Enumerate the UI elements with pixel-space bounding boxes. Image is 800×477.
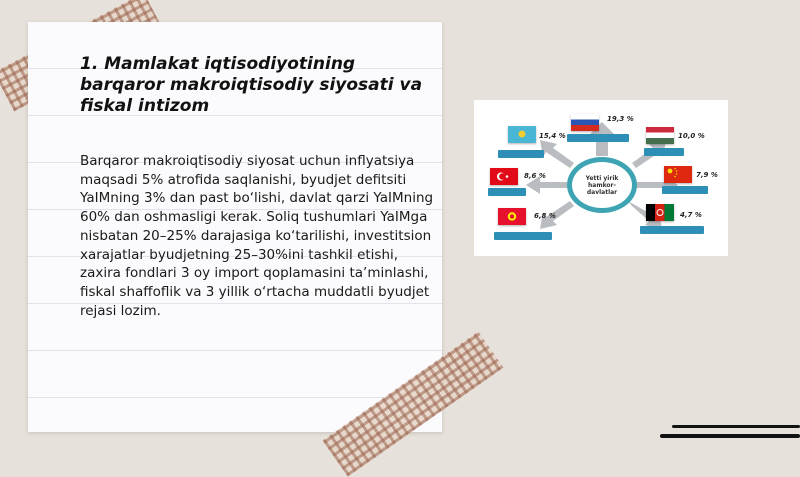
- hungary-flag-icon: [646, 127, 674, 144]
- partner-countries-infographic: [474, 100, 728, 256]
- label-bar-hungary: [644, 148, 684, 156]
- label-bar-kazakhstan: [498, 150, 544, 158]
- slide-title: 1. Mamlakat iqtisodiyotining barqaror makroiqtisodiy siyosati va fiskal intizom: [80, 54, 423, 116]
- label-bar-turkey: [488, 188, 526, 196]
- pct-hungary: 10,0 %: [678, 132, 705, 140]
- china-flag-icon: [664, 166, 692, 183]
- slide-body: Barqaror makroiqtisodiy siyosat uchun inflyatsiya maqsadi 5% atrofida saqlanishi, byudjet defitsiti YaIMning 3% dan past bo‘lishi, davlat qarzi YaIMning 60% dan oshmasligi kerak. Soliq tushumlari YaIMga nisbatan 20–25% darajasiga ko‘tarilishi, investitsion xarajatlar byudjetning 25–30%ini tashkil etishi, zaxira fondlari 3 oy import qoplamasini ta’minlashi, fiskal shaffoflik va 3 yillik o‘rtacha muddatli byudjet rejasi lozim.: [80, 153, 434, 319]
- label-bar-russia: [567, 134, 629, 142]
- kazakhstan-flag-icon: [508, 126, 536, 143]
- label-bar-china: [662, 186, 708, 194]
- pct-turkey: 8,6 %: [524, 172, 546, 180]
- decorative-line-upper: [672, 425, 800, 428]
- label-bar-afghanistan: [640, 226, 704, 234]
- pct-afghanistan: 4,7 %: [680, 211, 702, 219]
- pct-china: 7,9 %: [696, 171, 718, 179]
- pct-russia: 19,3 %: [607, 115, 634, 123]
- label-bar-kyrgyzstan: [494, 232, 552, 240]
- russia-flag-icon: [571, 114, 599, 131]
- pct-kazakhstan: 15,4 %: [539, 132, 566, 140]
- hub-circle: Yetti yirik hamkor-davlatlar: [567, 157, 637, 213]
- afghanistan-flag-icon: [646, 204, 674, 221]
- pct-kyrgyzstan: 6,8 %: [534, 212, 556, 220]
- arrow-up-left: [540, 140, 574, 168]
- decorative-line-lower: [660, 434, 800, 438]
- kyrgyzstan-flag-icon: [498, 208, 526, 225]
- turkey-flag-icon: [490, 168, 518, 185]
